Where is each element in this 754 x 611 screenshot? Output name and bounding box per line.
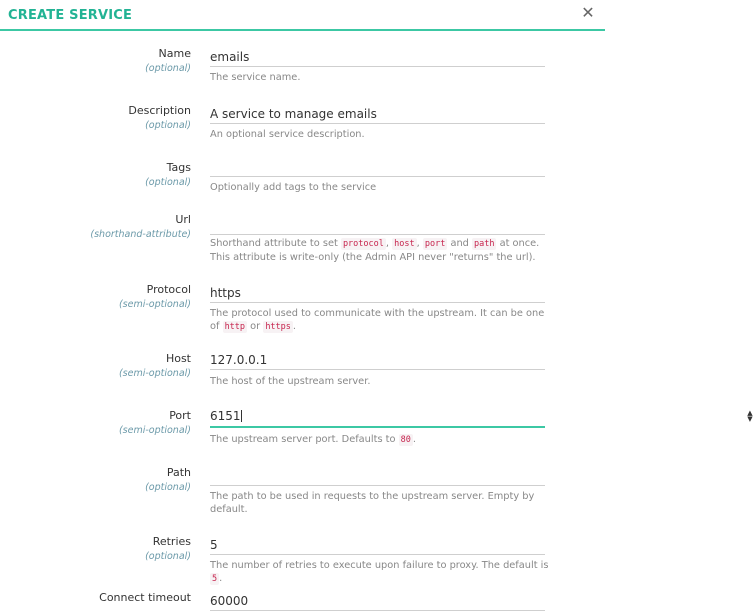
modal-title: CREATE SERVICE	[8, 8, 133, 23]
url-help-sep1: ,	[385, 238, 393, 249]
url-help-sep2: ,	[416, 238, 423, 249]
host-help: The host of the upstream server.	[210, 376, 371, 387]
code-host: host	[394, 239, 415, 249]
description-label: Description	[128, 104, 191, 117]
tags-label: Tags	[166, 161, 191, 174]
connect-timeout-input[interactable]	[210, 591, 545, 611]
text-caret	[241, 410, 242, 422]
url-help-sep3: and	[447, 238, 472, 249]
port-label: Port	[169, 409, 191, 422]
protocol-help-tail: .	[292, 321, 297, 332]
retries-help-tail: .	[219, 573, 223, 584]
connect-timeout-label: Connect timeout	[99, 591, 191, 604]
host-label: Host	[165, 352, 191, 365]
path-input[interactable]	[210, 466, 545, 486]
url-help-line2: This attribute is write-only (the Admin API never "returns" the url).	[210, 252, 536, 263]
code-port: port	[424, 239, 446, 249]
retries-help-text: The number of retries to execute upon failure to proxy. The default is	[210, 560, 549, 571]
close-icon[interactable]: ✕	[581, 3, 595, 22]
name-help: The service name.	[210, 72, 301, 83]
retries-sublabel: (optional)	[145, 551, 191, 562]
protocol-sublabel: (semi-optional)	[118, 299, 191, 310]
code-https: https	[265, 322, 291, 332]
description-sublabel: (optional)	[145, 120, 191, 131]
port-help-tail: .	[412, 434, 416, 445]
retries-label: Retries	[152, 535, 191, 548]
protocol-help-text: The protocol used to communicate with the upstream. It can be one of	[210, 308, 545, 332]
code-http: http	[224, 322, 246, 332]
host-sublabel: (semi-optional)	[118, 368, 191, 379]
tags-input[interactable]	[210, 157, 545, 177]
code-protocol: protocol	[342, 239, 384, 249]
port-value: 6151	[210, 409, 241, 423]
tags-sublabel: (optional)	[145, 177, 191, 188]
code-path: path	[474, 239, 495, 249]
code-5: 5	[212, 574, 218, 584]
tags-help: Optionally add tags to the service	[210, 182, 377, 193]
host-input[interactable]	[210, 350, 545, 370]
url-label: Url	[175, 213, 191, 226]
port-help-text: The upstream server port. Defaults to	[210, 434, 399, 445]
protocol-label: Protocol	[146, 283, 191, 296]
description-input[interactable]	[210, 104, 545, 124]
modal-header	[0, 0, 605, 31]
name-input[interactable]	[210, 47, 545, 67]
url-help-text: Shorthand attribute to set	[210, 238, 341, 249]
url-help-tail: at once.	[496, 238, 540, 249]
port-help	[210, 433, 550, 447]
protocol-input[interactable]	[210, 283, 545, 303]
port-sublabel: (semi-optional)	[118, 425, 191, 436]
url-sublabel: (shorthand-attribute)	[90, 229, 191, 240]
path-help: The path to be used in requests to the upstream server. Empty by default.	[210, 491, 535, 515]
port-input[interactable]	[210, 407, 753, 428]
name-sublabel: (optional)	[145, 63, 191, 74]
protocol-help-sep: or	[247, 321, 264, 332]
path-label: Path	[166, 466, 191, 479]
retries-help	[210, 559, 550, 586]
path-sublabel: (optional)	[145, 482, 191, 493]
protocol-help	[210, 307, 550, 334]
code-80: 80	[400, 435, 411, 445]
retries-input[interactable]	[210, 535, 545, 555]
port-stepper-icon[interactable]: ▲ ▼	[747, 409, 753, 423]
url-input[interactable]	[210, 215, 545, 235]
url-help	[210, 237, 550, 264]
name-label: Name	[158, 47, 191, 60]
description-help: An optional service description.	[210, 129, 365, 140]
